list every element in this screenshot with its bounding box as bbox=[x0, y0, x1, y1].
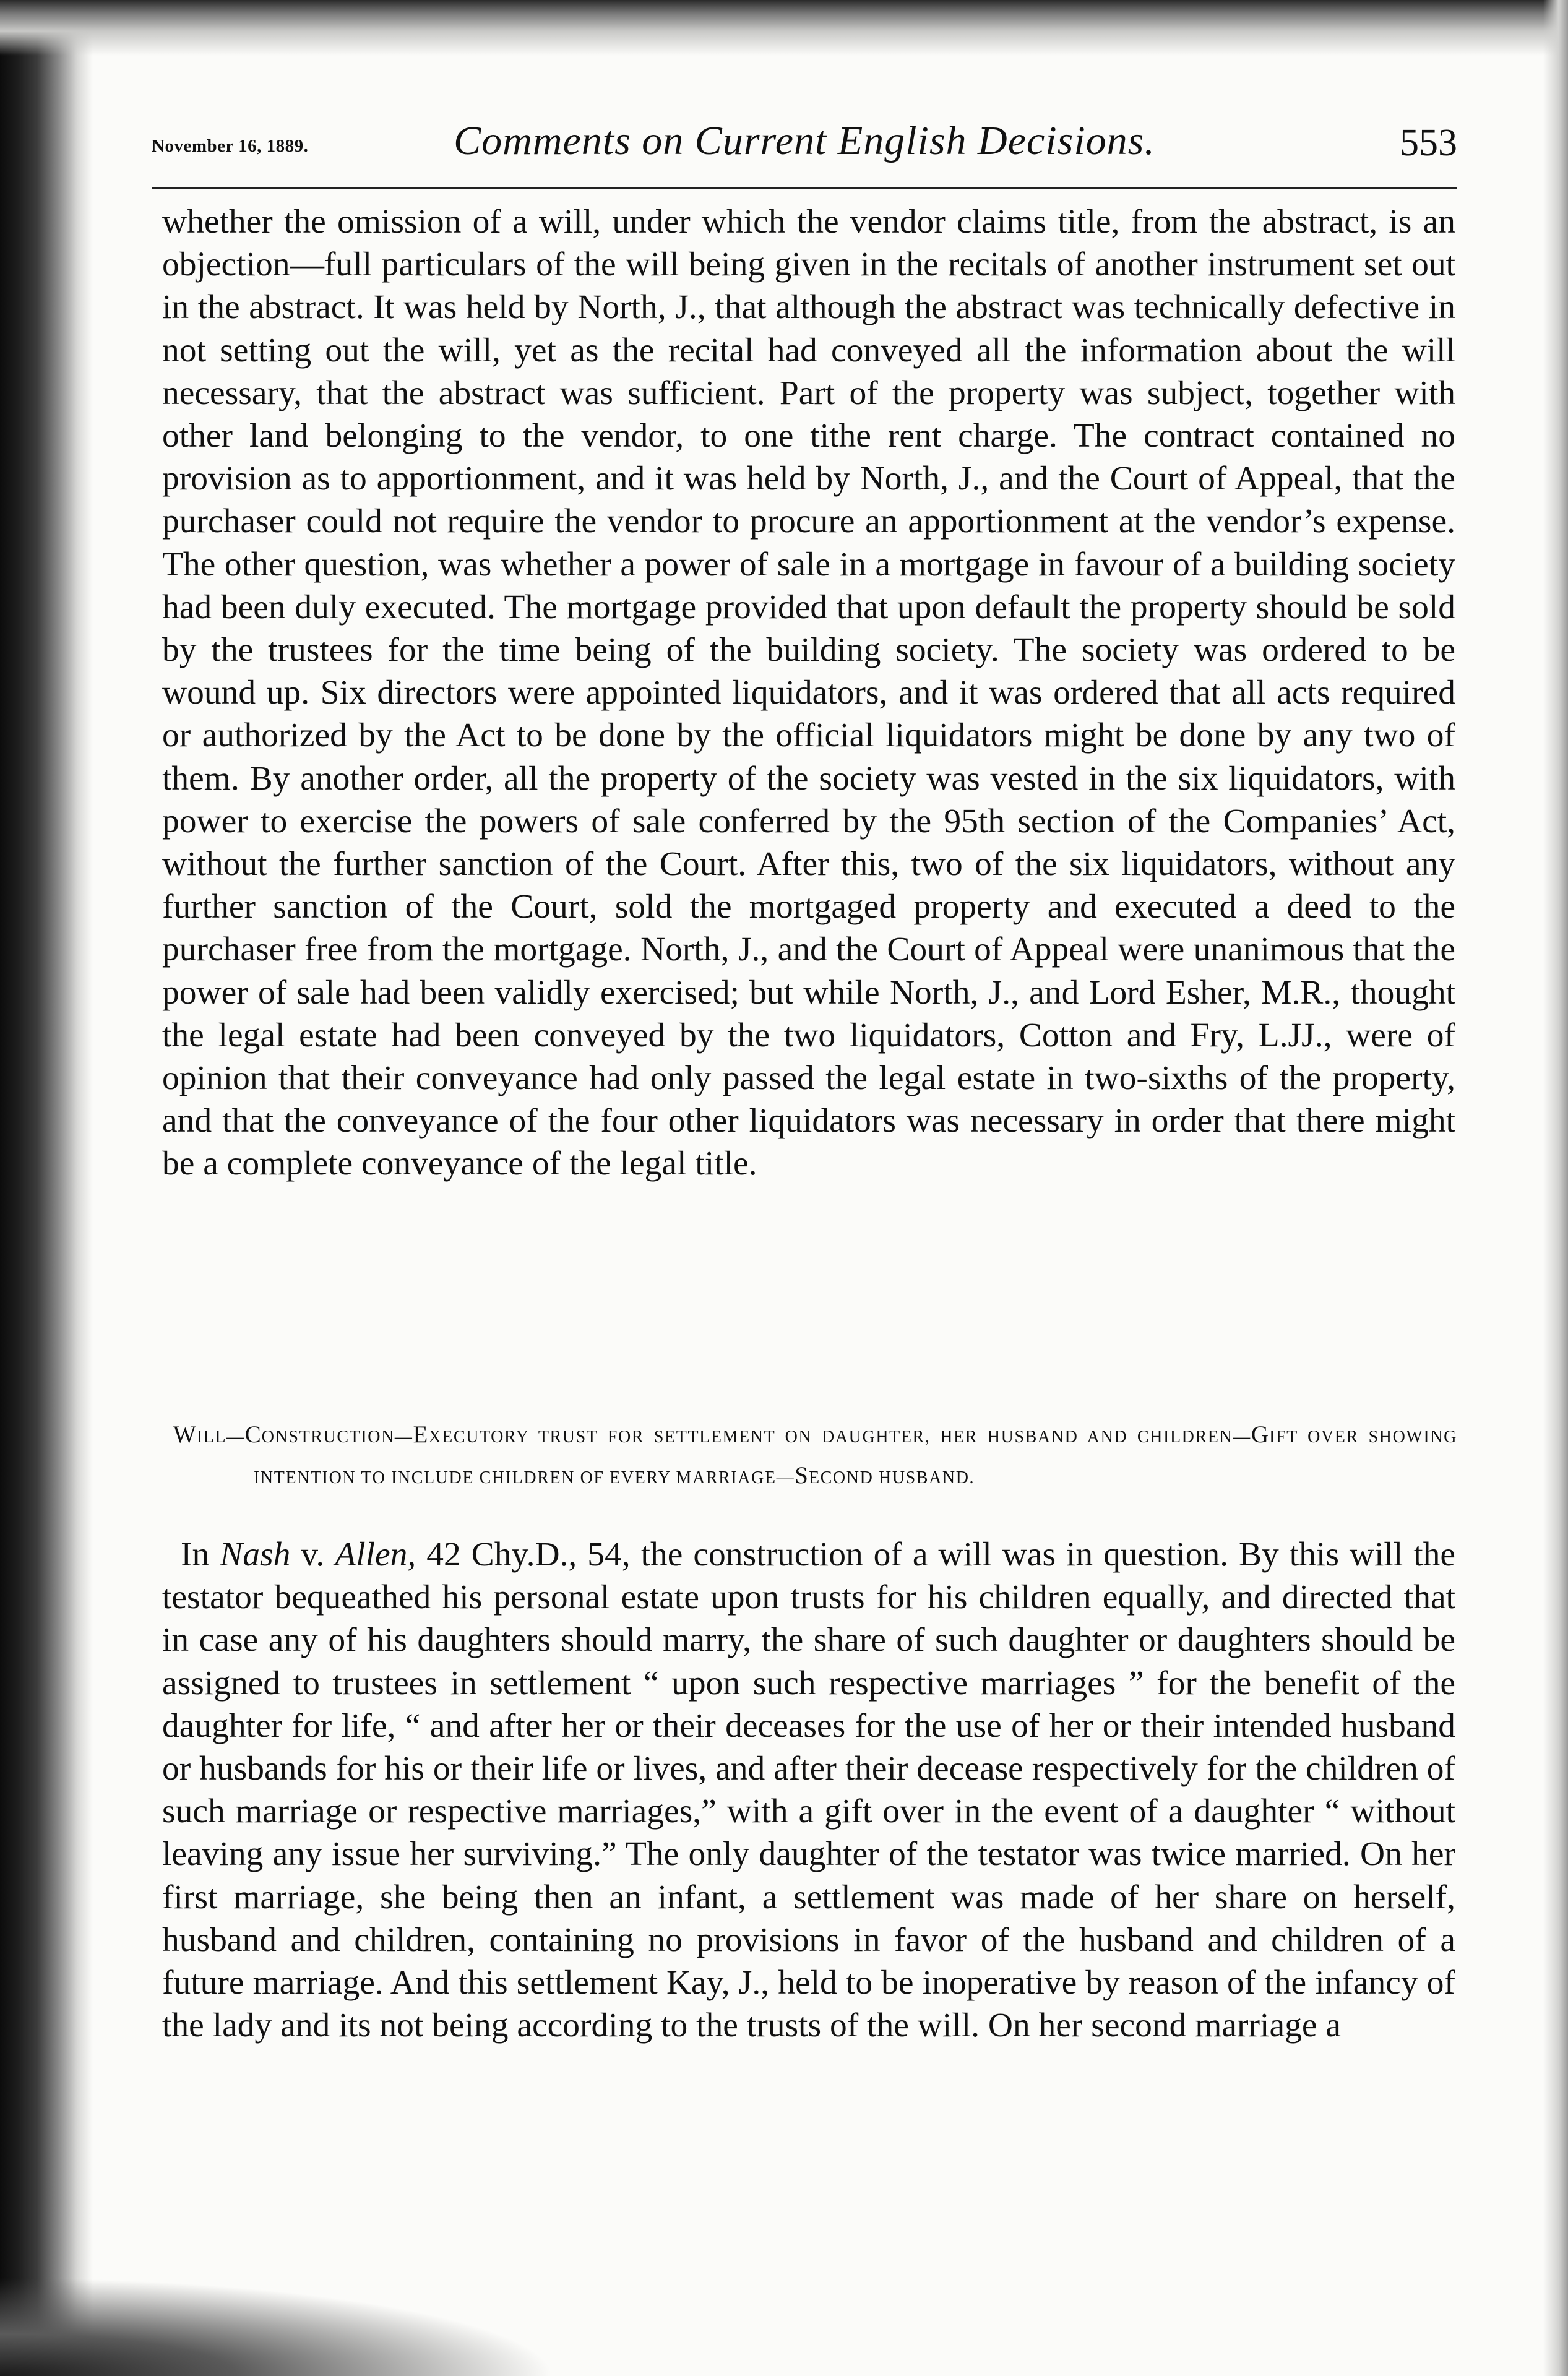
bottom-corner-shadow bbox=[0, 2277, 557, 2376]
page-number: 553 bbox=[1400, 122, 1457, 164]
section-headnote bbox=[173, 1416, 1457, 1497]
running-header bbox=[152, 118, 1457, 173]
headnote-segment: ONSTRUCTION— bbox=[261, 1427, 413, 1447]
headnote-segment: ECOND HUSBAND. bbox=[808, 1468, 975, 1487]
left-gutter-shadow bbox=[0, 0, 93, 2376]
header-title: Comments on Current English Decisions. bbox=[454, 118, 1155, 163]
paragraph-body: 42 Chy.D., 54, the construction of a will was in question. By this will the testator bequeathed his personal estate upon trusts for his children equally, and directed that in case any of his daughters should marry, the share of such daughter or daughters should be assigned to trustees in settlement “ upon such respective marriages ” for the benefit of the daughter for life, “ and after her or their deceases for the use of her or their intended husband or husbands for his or their life or lives, and after their decease respectively for the children of such marriage or respective marriages,” with a gift over in the event of a daughter “ without leaving any issue her surviving.” The only daughter of the testator was twice married. On her first marriage, she being then an infant, a settlement was made of her share on herself, husband and children, containing no provisions in favor of the husband and children of a future marriage. And this settlement Kay, J., held to be inoperative by reason of the infancy of the lady and its not being according to the trusts of the will. On her second marriage a bbox=[162, 1536, 1455, 2045]
headnote-segment: C bbox=[244, 1421, 262, 1448]
headnote-segment: E bbox=[413, 1421, 429, 1448]
header-rule bbox=[152, 187, 1457, 189]
paragraph-continued: whether the omission of a will, under which the vendor claims title, from the abstract, is an objection—full particulars of the will being given in the recitals of another instrument set out in the abstract. It was held by North, J., that although the abstract was technically defective in not setting out the will, yet as the recital had conveyed all the information about the will necessary, that the abstract was sufficient. Part of the property was subject, together with other land belonging to the vendor, to one tithe rent charge. The contract contained no provision as to apportionment, and it was held by North, J., and the Court of Appeal, that the purchaser could not require the vendor to procure an apportionment at the vendor’s expense. The other question, was whether a power of sale in a mortgage in favour of a building society had been duly executed. The mortgage provided that upon default the property should be sold by the trustees for the time being of the building society. The society was ordered to be wound up. Six directors were appointed liquidators, and it was ordered that all acts required or authorized by the Act to be done by the official liquidators might be done by any two of them. By another order, all the property of the society was vested in the six liquidators, with power to exercise the powers of sale conferred by the 95th section of the Companies’ Act, without the further sanction of the Court. After this, two of the six liquidators, without any further sanction of the Court, sold the mortgaged property and executed a deed to the purchaser free from the mortgage. North, J., and the Court of Appeal were unanimous that the power of sale had been validly exercised; but while North, J., and Lord Esher, M.R., thought the legal estate had been conveyed by the two liquidators, Cotton and Fry, L.JJ., were of opinion that their conveyance had only passed the legal estate in two-sixths of the property, and that the conveyance of the four other liquidators was necessary in order that there might be a complete conveyance of the legal title. bbox=[162, 203, 1455, 1183]
headnote-segment: IFT OVER SHOWING INTENTION TO INCLUDE CHILDREN OF EVERY MARRIAGE— bbox=[254, 1427, 1457, 1487]
headnote-segment: ILL— bbox=[196, 1427, 245, 1447]
right-edge-shadow bbox=[1543, 0, 1568, 2376]
case-party-2: Allen, bbox=[335, 1536, 416, 1573]
paragraph-intro: In bbox=[181, 1536, 220, 1573]
top-edge-shadow bbox=[0, 0, 1568, 56]
headnote-segment: W bbox=[173, 1421, 197, 1448]
case-party-1: Nash bbox=[220, 1536, 291, 1573]
headnote-segment: XECUTORY TRUST FOR SETTLEMENT ON DAUGHTER, HER HUSBAND AND CHILDREN— bbox=[428, 1427, 1251, 1447]
headnote-segment: S bbox=[795, 1462, 809, 1489]
paragraph-case-discussion bbox=[162, 1533, 1455, 2047]
headnote-segment: G bbox=[1251, 1421, 1270, 1448]
case-versus: v. bbox=[290, 1536, 335, 1573]
header-date: November 16, 1889. bbox=[152, 136, 309, 156]
